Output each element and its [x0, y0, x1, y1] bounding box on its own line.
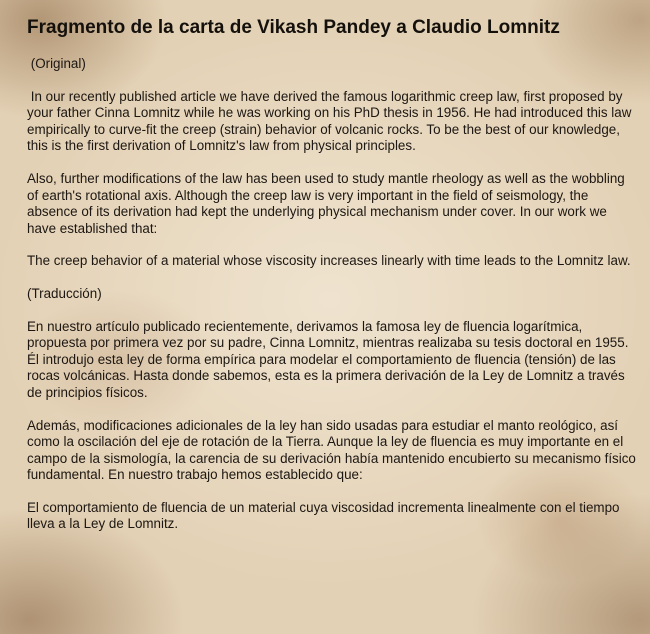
- original-paragraph-2: Also, further modifications of the law has been used to study mantle rheology as well as the wobbling of earth's rotational axis. Although the creep law is very important in the field of seismology, the absence of its derivation had kept the underlying physical mechanism under cover. In our work we have established that:: [27, 170, 625, 236]
- translation-paragraph-2: Además, modificaciones adicionales de la ley han sido usadas para estudiar el manto reológico, así como la oscilación del eje de rotación de la Tierra. Aunque la ley de fluencia es muy importante en el campo de la sismología, la carencia de su derivación había mantenido encubierto su mecanismo físico fundamental. En nuestro trabajo hemos establecido que:: [27, 417, 636, 483]
- original-paragraph-1: In our recently published article we have derived the famous logarithmic creep law, first proposed by your father Cinna Lomnitz while he was working on his PhD thesis in 1956. He had introduced this law empirically to curve-fit the creep (strain) behavior of volcanic rocks. To be the best of our knowledge, this is the first derivation of Lomnitz's law from physical principles.: [27, 88, 636, 154]
- translation-paragraph-1: En nuestro artículo publicado recientemente, derivamos la famosa ley de fluencia logarítmica, propuesta por primera vez por su padre, Cinna Lomnitz, mientras realizaba su tesis doctoral en 1955. Él introdujo esta ley de forma empírica para modelar el comportamiento de fluencia (tensión) de las rocas volcánicas. Hasta donde sabemos, esta es la primera derivación de la Ley de Lomnitz a través de principios físicos.: [27, 318, 629, 400]
- translation-paragraph-3: El comportamiento de fluencia de un material cuya viscosidad incrementa linealmente con el tiempo lleva a la Ley de Lomnitz.: [27, 499, 620, 532]
- original-paragraph-3: The creep behavior of a material whose viscosity increases linearly with time leads to the Lomnitz law.: [27, 253, 631, 269]
- translation-label: (Traducción): [27, 285, 102, 301]
- letter-title: Fragmento de la carta de Vikash Pandey a Claudio Lomnitz: [27, 17, 560, 38]
- original-label: (Original): [27, 56, 86, 71]
